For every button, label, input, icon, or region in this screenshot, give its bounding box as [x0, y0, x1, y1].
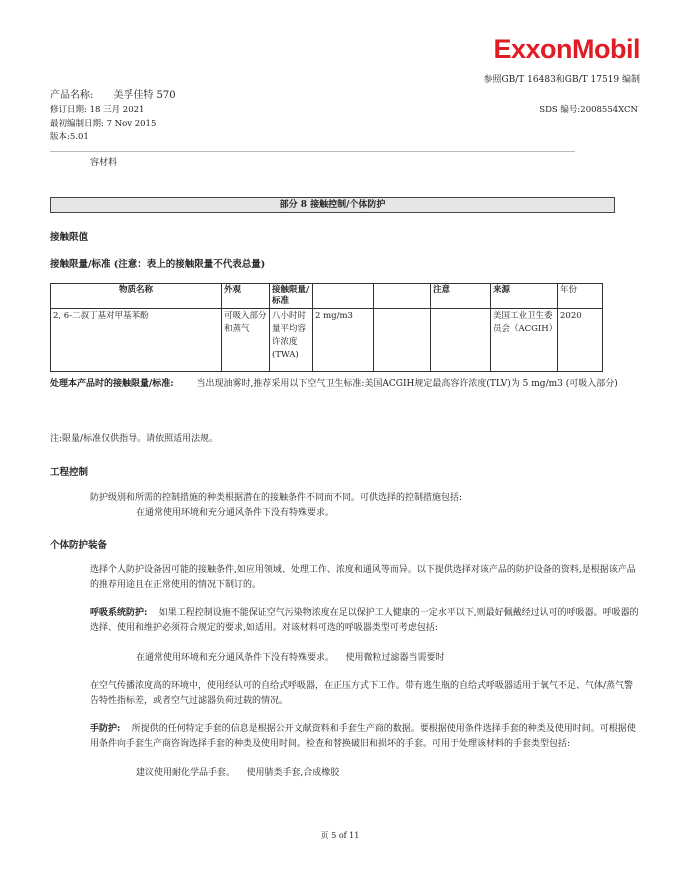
table-cell: [431, 309, 491, 372]
col-header: 年份: [558, 284, 603, 309]
handling-text: 当出现油雾时,推荐采用以下空气卫生标准:美国ACGIH规定最高容许浓度(TLV)为 5 mg/m3 (可吸入部分): [196, 379, 618, 389]
limits-note: 注:限量/标准仅供指导。请依照适用法规。: [50, 434, 219, 444]
hand-text: 所提供的任何特定手套的信息是根据公开文献资料和手套生产商的数据。要根据使用条件选择手套的种类及使用时间。可根据使用条件向手套生产商咨询选择手套的种类及使用时间。检查和替换破旧和损坏的手套。可用于处理该材料的手套类型包括:: [90, 724, 636, 749]
table-cell: 可吸入部分和蒸气: [222, 309, 270, 372]
table-cell: 2020: [558, 309, 603, 372]
product-name-line: [50, 86, 176, 101]
exposure-subheading: 接触限量/标准 (注意：表上的接触限量不代表总量): [50, 259, 266, 270]
col-header: 外观: [222, 284, 270, 309]
col-header: 接触限量/标准: [270, 284, 313, 309]
page-number: 页 5 of 11: [320, 831, 360, 840]
version: 版本:5.01: [50, 132, 89, 142]
engineering-requirement: 在通常使用环境和充分通风条件下没有特殊要求。: [136, 508, 335, 518]
col-header: [374, 284, 431, 309]
table-cell: 2 mg/m3: [313, 309, 374, 372]
engineering-heading: 工程控制: [50, 467, 89, 478]
revision-date: 修订日期: 18 三月 2021: [50, 105, 145, 115]
exposure-heading: 接触限值: [50, 232, 89, 243]
product-name-label: 产品名称:: [50, 90, 94, 101]
container-text: 容材料: [90, 158, 118, 168]
header-divider: [50, 151, 575, 152]
table-cell: 2, 6-二叔丁基对甲基苯酚: [51, 309, 222, 372]
exposure-limits-table: [50, 283, 603, 372]
table-cell: 美国工业卫生委员会（ACGIH）: [491, 309, 558, 372]
sds-number: SDS 编号:2008554XCN: [539, 105, 638, 115]
col-header: 注意: [431, 284, 491, 309]
col-header: 来源: [491, 284, 558, 309]
hand-options: 建议使用耐化学品手套。 使用腈类手套,合成橡胶: [136, 768, 340, 778]
ppe-intro: 选择个人防护设备因可能的接触条件,如应用领域、处理工作、浓度和通风等而异。以下提供选择对该产品的防护设备的资料,是根据该产品的推荐用途且在正常使用的情况下制订的。: [90, 565, 636, 590]
respiratory-protection: [90, 606, 640, 636]
hand-label: 手防护:: [90, 724, 121, 734]
first-edition-date: 最初编制日期: 7 Nov 2015: [50, 119, 157, 129]
company-logo: ExxonMobil: [493, 34, 640, 64]
section-title: 部分 8 接触控制/个体防护: [50, 197, 615, 213]
table-header-row: [51, 284, 603, 309]
table-row: [51, 309, 603, 372]
table-cell: [374, 309, 431, 372]
ppe-heading: 个体防护装备: [50, 540, 108, 551]
respiratory-text: 如果工程控制设施不能保证空气污染物浓度在足以保护工人健康的一定水平以下,则最好佩戴经过认可的呼吸器。呼吸器的选择、使用和维护必须符合规定的要求,如适用。对该材料可选的呼吸器类型可考虑包括:: [90, 608, 639, 633]
respiratory-label: 呼吸系统防护:: [90, 608, 148, 618]
engineering-text: 防护级别和所需的控制措施的种类根据潜在的接触条件不同而不同。可供选择的控制措施包括:: [90, 493, 463, 503]
product-name: 美孚佳特 570: [113, 90, 176, 101]
table-cell: 八小时时量平均容许浓度(TWA): [270, 309, 313, 372]
col-header: 物质名称: [51, 284, 222, 309]
standard-reference: 参照GB/T 16483和GB/T 17519 编制: [483, 75, 640, 85]
col-header: [313, 284, 374, 309]
hand-protection: [90, 722, 640, 752]
respiratory-options: 在通常使用环境和充分通风条件下没有特殊要求。 使用微粒过滤器当需要时: [136, 653, 445, 663]
handling-label: 处理本产品时的接触限量/标准:: [50, 379, 174, 389]
high-concentration-text: 在空气传播浓度高的环境中，使用经认可的自给式呼吸器，在正压方式下工作。带有逃生瓶的自给式呼吸器适用于氧气不足、气体/蒸气警告特性指标差，或者空气过滤器负荷过载的情况。: [90, 681, 634, 706]
handling-limits: [50, 377, 635, 392]
